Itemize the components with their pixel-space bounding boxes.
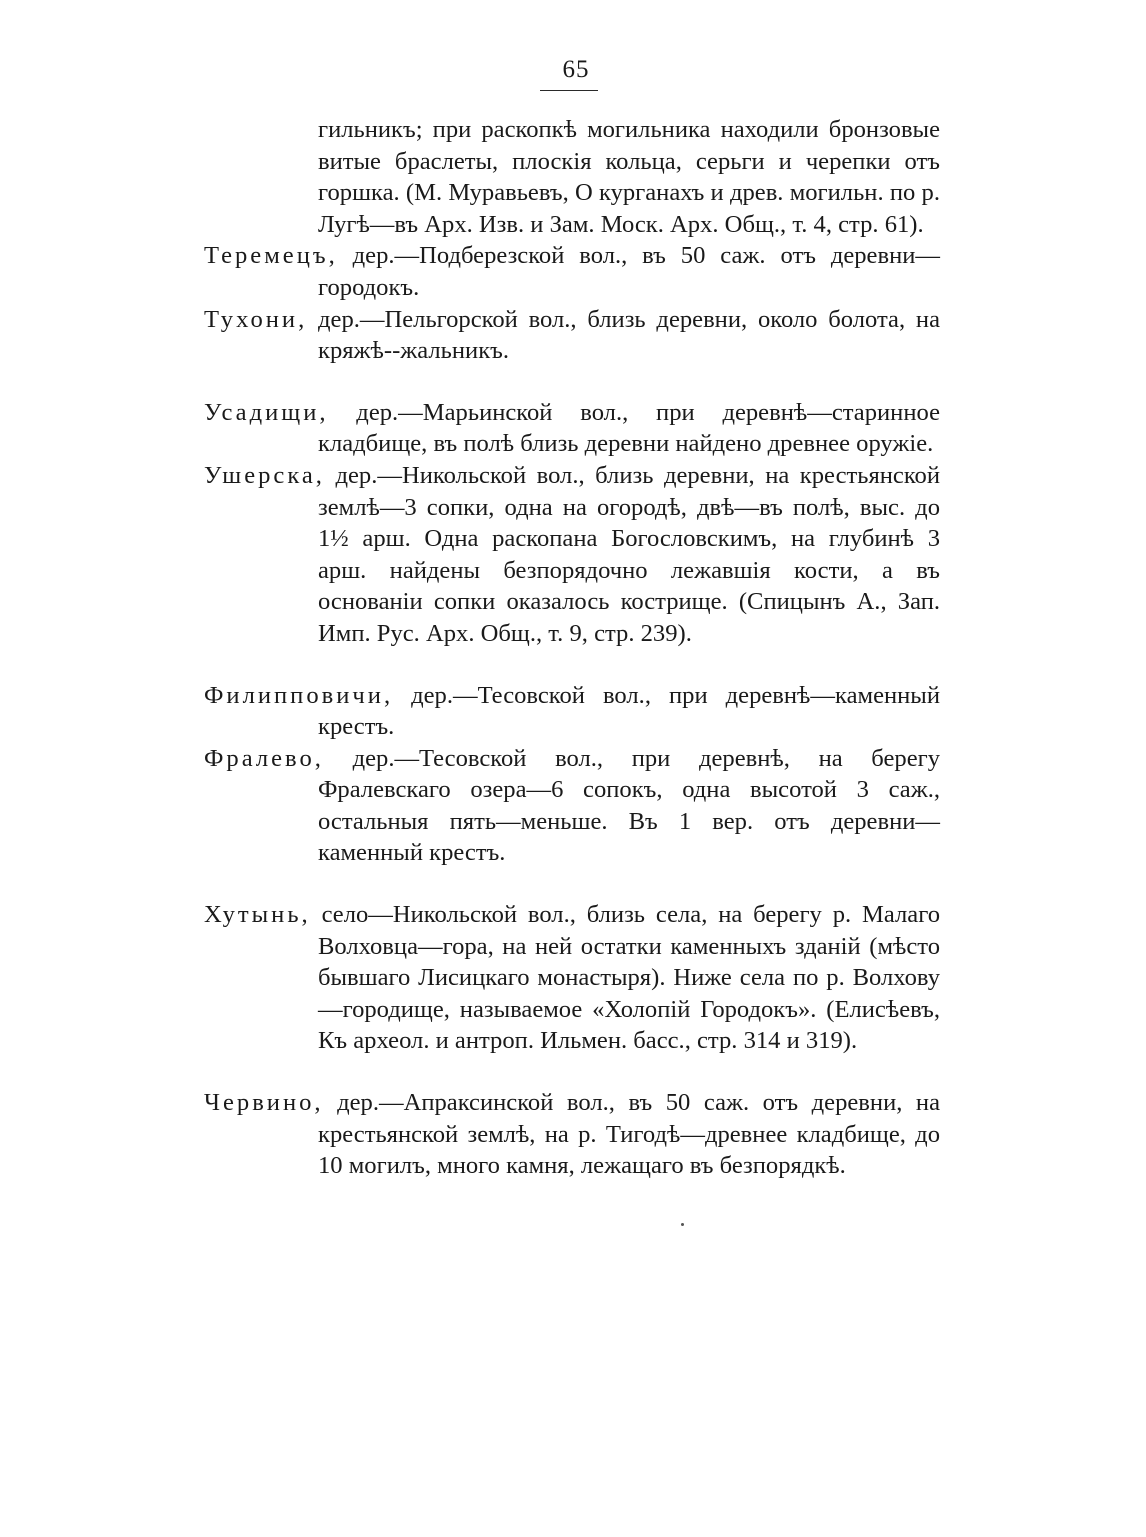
text-column	[204, 114, 940, 1182]
entry-head: Тухони,	[204, 305, 308, 333]
entry-head: Червино,	[204, 1089, 324, 1117]
entry-fralevo	[204, 743, 940, 869]
entry-text: дер.—Никольской вол., близь деревни, на крестьянской землѣ—3 сопки, одна на огородѣ, двѣ—въ полѣ, выс. до 1½ арш. Одна раскопана Богословскимъ, на глубинѣ 3 арш. найдены безпорядочно лежавшія кости, а въ основаніи сопки оказалось кострище. (Спицынъ А., Зап. Имп. Рус. Арх. Общ., т. 9, стр. 239).	[318, 461, 940, 647]
entry-khutyn	[204, 899, 940, 1057]
entry-head: Хутынь,	[204, 901, 311, 929]
entry-text: дер.—Тесовской вол., при деревнѣ, на берегу Фралевскаго озера—6 сопокъ, одна высотой 3 саж., остальныя пять—меньше. Въ 1 вер. отъ деревни—каменный крестъ.	[318, 744, 940, 867]
entry-usadishchi	[204, 397, 940, 460]
entry-text: село—Никольской вол., близь села, на берегу р. Малаго Волховца—гора, на ней остатки каменныхъ зданій (мѣсто бывшаго Лисицкаго монастыря). Ниже села по р. Волхову—городище, называемое «Холопій Городокъ». (Елисѣевъ, Къ археол. и антроп. Ильмен. басс., стр. 314 и 319).	[310, 901, 940, 1055]
entry-head: Филипповичи,	[204, 681, 394, 709]
page-number-rule	[540, 90, 598, 91]
entry-tukhoni	[204, 304, 940, 367]
print-speck	[681, 1223, 684, 1226]
entry-chervino	[204, 1087, 940, 1182]
entry-text: дер.—Апраксинской вол., въ 50 саж. отъ деревни, на крестьянской землѣ, на р. Тигодѣ—древнее кладбище, до 10 могилъ, много камня, лежащаго въ безпорядкѣ.	[318, 1089, 940, 1180]
continuation-paragraph: гильникъ; при раскопкѣ могильника находили бронзовые витые браслеты, плоскія кольца, серьги и черепки отъ горшка. (М. Муравьевъ, О курганахъ и древ. могильн. по р. Лугѣ—въ Арх. Изв. и Зам. Моск. Арх. Общ., т. 4, стр. 61).	[318, 116, 940, 238]
entry-teremets	[204, 240, 940, 303]
entry-head: Ушерска,	[204, 461, 325, 489]
entry-text: дер.—Тесовской вол., при деревнѣ—каменный крестъ.	[318, 681, 940, 741]
entry-text: дер.—Марьинской вол., при деревнѣ—старинное кладбище, въ полѣ близь деревни найдено древнее оружіе.	[318, 398, 940, 458]
entry-head: Усадищи,	[204, 398, 329, 426]
entry-head: Фралево,	[204, 744, 324, 772]
entry-text: дер.—Подберезской вол., въ 50 саж. отъ деревни—городокъ.	[318, 242, 940, 301]
entry-text: дер.—Пельгорской вол., близь деревни, около болота, на кряжѣ--жальникъ.	[307, 305, 940, 365]
entry-usherska	[204, 460, 940, 650]
entry-head: Теремецъ,	[204, 242, 338, 270]
entry-filippovichi	[204, 680, 940, 743]
page-number: 65	[562, 56, 590, 83]
